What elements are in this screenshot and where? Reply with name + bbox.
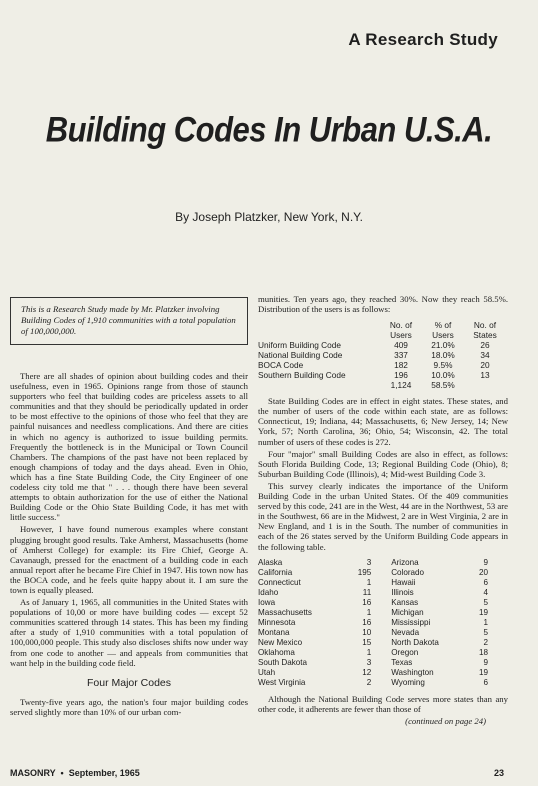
bullet: •: [60, 768, 64, 778]
codes-header-row-2: [258, 330, 506, 340]
states-cell: 34: [480, 350, 490, 361]
state-name: Massachusetts: [258, 607, 312, 617]
state-count: 6: [483, 677, 488, 687]
state-name: Colorado: [391, 567, 425, 577]
state-count: 2: [366, 677, 372, 687]
state-name: Washington: [391, 667, 434, 677]
pct-cell: 21.0%: [431, 340, 455, 351]
code-name: BOCA Code: [258, 360, 304, 371]
state-name: Mississippi: [391, 617, 431, 627]
paragraph: As of January 1, 1965, all communities in the United States with populations of 10,00 or more have building codes — except 52 communities scattered through 14 states. This has been my finding after a study of 1,910 communities with a total population of 100,000,000 people. This study also discloses shifts now under way from one code to another — and appeals from communities that want help in the building code field.: [10, 597, 248, 668]
state-name: Oklahoma: [258, 647, 295, 657]
state-count: 11: [362, 587, 372, 597]
subheading: Four Major Codes: [86, 676, 172, 689]
state-name: Kansas: [391, 597, 419, 607]
state-count: 4: [483, 587, 488, 597]
state-name: Montana: [258, 627, 290, 637]
table-row: [258, 568, 508, 578]
total-users: 1,124: [390, 380, 412, 391]
table-row: [258, 588, 508, 598]
table-row: [258, 638, 508, 648]
magazine-name: MASONRY: [10, 768, 56, 778]
state-count: 1: [366, 577, 372, 587]
state-count: 20: [478, 567, 488, 577]
issue-date: September, 1965: [68, 768, 140, 778]
state-count: 5: [483, 597, 488, 607]
continued-note: (continued on page 24): [405, 715, 486, 726]
table-row: [258, 678, 508, 688]
state-name: Oregon: [391, 647, 419, 657]
total-pct: 58.5%: [431, 380, 455, 391]
paragraph: Twenty-five years ago, the nation's four major building codes served slightly more than 10% of our urban com-: [10, 696, 248, 717]
state-name: Nevada: [391, 627, 420, 637]
paragraph: munities. Ten years ago, they reached 30%. Now they reach 58.5%. Distribution of the users is as follows:: [258, 294, 508, 315]
header-cell: No. of: [389, 320, 413, 331]
state-count: 15: [362, 637, 372, 647]
state-name: Utah: [258, 667, 276, 677]
state-count: 19: [478, 667, 488, 677]
article-title: Building Codes In Urban U.S.A.: [45, 109, 493, 150]
pct-cell: 10.0%: [431, 370, 455, 381]
state-count: 6: [483, 577, 488, 587]
table-row: [258, 360, 506, 370]
state-count: 3: [366, 557, 372, 567]
table-row: [258, 658, 508, 668]
page-number: 23: [493, 768, 504, 778]
state-count: 16: [362, 617, 372, 627]
table-row: [258, 558, 508, 568]
state-count: 1: [366, 647, 372, 657]
state-count: 9: [483, 657, 488, 667]
header-cell: Users: [432, 330, 454, 341]
users-cell: 337: [394, 350, 408, 361]
header-cell: Users: [390, 330, 412, 341]
table-row: [258, 618, 508, 628]
state-name: New Mexico: [258, 637, 303, 647]
paragraph: This survey clearly indicates the importance of the Uniform Building Code in the urban United States. Of the 409 communities served by this code, 241 are in the West, 44 are in the Northwest, 53 are in the Southwest, 66 are in the Midwest, 2 are in West Virginia, 2 are in New England, and 1 is in the South. The number of communities in each of the 26 states served by the Uniform Building Code appears in the following table.: [258, 480, 508, 552]
state-name: California: [258, 567, 293, 577]
state-name: West Virginia: [258, 677, 306, 687]
states-cell: 26: [480, 340, 490, 351]
paragraph: State Building Codes are in effect in eight states. These states, and the number of users of the code within each state, are as follows: Connecticut, 19; Indiana, 44; Massachusetts, 6; New Jersey, 14; New York, 57; North Carolina, 36; Ohio, 54; Wisconsin, 42. The total number of users of these codes is 272.: [258, 396, 508, 447]
section-kicker: A Research Study: [348, 30, 498, 49]
states-cell: 20: [480, 360, 490, 371]
left-column: [10, 297, 248, 719]
table-row: [258, 370, 506, 380]
abstract-box: This is a Research Study made by Mr. Platzker involving Building Codes of 1,910 communities with a total population of 100,000,000.: [10, 297, 248, 345]
right-column: [258, 294, 508, 726]
state-name: Michigan: [391, 607, 424, 617]
state-name: Iowa: [258, 597, 276, 607]
paragraph: There are all shades of opinion about building codes and their usefulness, even in 1965. Opinions range from those of staunch supporters who feel that building codes are priceless assets to all communities and that they should be periodically updated in order to be most effective to the opinions of those who feel that they are painful nuisances and needless complications. And there are cities in which no agency is authorized to issue building permits. Frequently the bottleneck is in the Municipal or Town Council Chambers. The champions of the past have not been replaced by enough champions of today and the days ahead. Even in Ohio, which has a fine State Building Code, the City Engineer of one codeless city told me that " . . . though there have been several attempts to obtain authorization for the use of either the National Building Code or the Ohio State Building Code, it has met with little success.": [10, 371, 248, 523]
table-row: [258, 598, 508, 608]
header-cell: States: [473, 330, 497, 341]
state-count: 2: [483, 637, 488, 647]
table-row: [258, 648, 508, 658]
state-count: 1: [366, 607, 372, 617]
table-row: [258, 340, 506, 350]
users-cell: 409: [394, 340, 408, 351]
paragraph: Four "major" small Building Codes are also in effect, as follows: South Florida Building Code, 13; Regional Building Code (Ohio), 8; Suburban Building Code (Illinois), 4; Mid-west Building Code 3.: [258, 448, 508, 479]
paragraph: However, I have found numerous examples where constant plugging brought good results. Take Amherst, Massachusetts (home of Amherst College) for example: its Fire Chief, George A. Cavanaugh, pressed for the enactment of a building code in each annual report after he became Fire Chief in 1947. His town now has the BOCA code, and he feels quite happy about it. I am sure the town is equally pleased.: [10, 524, 248, 595]
state-name: North Dakota: [391, 637, 439, 647]
state-name: Wyoming: [391, 677, 425, 687]
state-name: Idaho: [258, 587, 279, 597]
header-cell: No. of: [473, 320, 497, 331]
code-name: National Building Code: [258, 350, 343, 361]
totals-row: [258, 380, 506, 390]
state-name: Illinois: [391, 587, 414, 597]
table-row: [258, 628, 508, 638]
state-count: 12: [362, 667, 372, 677]
state-name: Minnesota: [258, 617, 296, 627]
state-count: 16: [362, 597, 372, 607]
table-row: [258, 668, 508, 678]
header-cell: % of: [434, 320, 452, 331]
states-table: [258, 558, 508, 688]
state-count: 18: [478, 647, 488, 657]
state-name: Hawaii: [391, 577, 416, 587]
code-name: Southern Building Code: [258, 370, 346, 381]
pct-cell: 18.0%: [431, 350, 455, 361]
table-row: [258, 608, 508, 618]
state-count: 19: [478, 607, 488, 617]
state-count: 5: [483, 627, 488, 637]
state-name: Connecticut: [258, 577, 301, 587]
table-row: [258, 578, 508, 588]
code-name: Uniform Building Code: [258, 340, 342, 351]
users-cell: 182: [394, 360, 408, 371]
byline: By Joseph Platzker, New York, N.Y.: [175, 210, 363, 224]
table-row: [258, 350, 506, 360]
pct-cell: 9.5%: [433, 360, 453, 371]
state-name: Texas: [391, 657, 413, 667]
codes-header-row-1: [258, 320, 506, 330]
states-cell: 13: [480, 370, 490, 381]
state-count: 3: [366, 657, 372, 667]
page-footer: [10, 768, 504, 778]
users-cell: 196: [394, 370, 408, 381]
codes-table: [258, 320, 506, 390]
state-count: 9: [483, 557, 488, 567]
state-count: 10: [362, 627, 372, 637]
state-name: South Dakota: [258, 657, 308, 667]
state-count: 1: [483, 617, 488, 627]
paragraph: Although the National Building Code serves more states than any other code, it adherents are fewer than those of: [258, 693, 508, 714]
state-name: Arizona: [391, 557, 419, 567]
state-count: 195: [357, 567, 372, 577]
state-name: Alaska: [258, 557, 283, 567]
